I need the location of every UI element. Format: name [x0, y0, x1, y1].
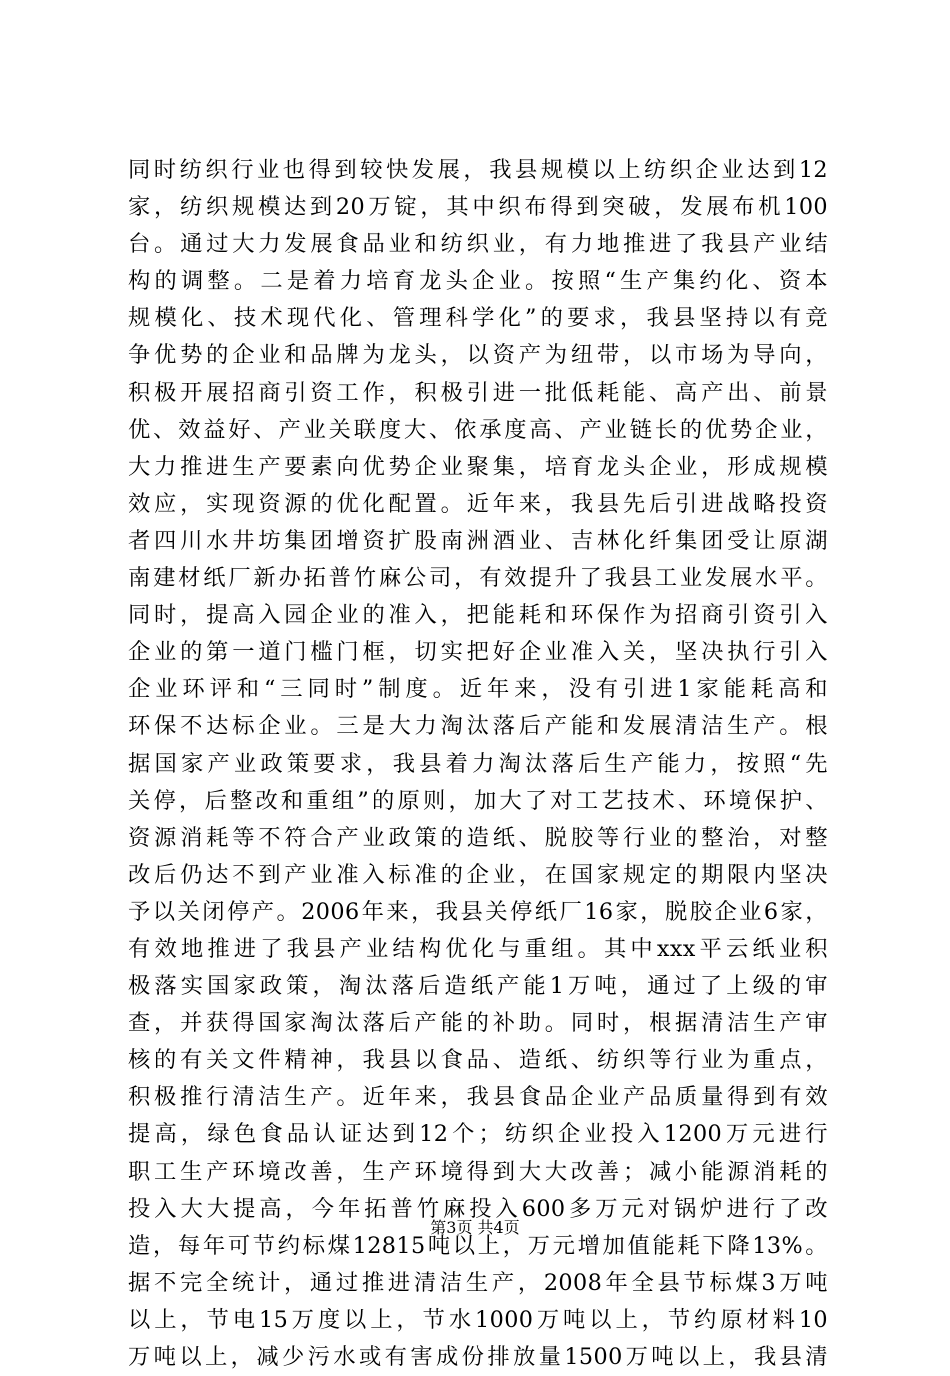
text-line: 家，纺织规模达到20万锭，其中织布得到突破，发展布机100	[128, 194, 828, 221]
text-line: 万吨以上，减少污水或有害成份排放量1500万吨以上，我县清	[128, 1344, 828, 1370]
text-line: 投入大大提高，今年拓普竹麻投入600多万元对锅炉进行了改	[128, 1195, 828, 1222]
text-line: 核的有关文件精神，我县以食品、造纸、纺织等行业为重点，	[128, 1047, 828, 1074]
text-line: 积极开展招商引资工作，积极引进一批低耗能、高产出、前景	[128, 379, 828, 406]
text-line: 效应，实现资源的优化配置。近年来，我县先后引进战略投资	[128, 490, 828, 517]
text-line: 南建材纸厂新办拓普竹麻公司，有效提升了我县工业发展水平。	[128, 565, 828, 592]
text-line: 予以关闭停产。2006年来，我县关停纸厂16家，脱胶企业6家，	[128, 898, 828, 925]
text-line: 构的调整。二是着力培育龙头企业。按照“生产集约化、资本	[128, 268, 828, 295]
text-line: 规模化、技术现代化、管理科学化”的要求，我县坚持以有竞	[128, 305, 828, 332]
text-line: 提高，绿色食品认证达到12个；纺织企业投入1200万元进行	[128, 1121, 828, 1148]
body-text	[128, 152, 828, 1376]
text-line: 争优势的企业和品牌为龙头，以资产为纽带，以市场为导向，	[128, 342, 828, 369]
text-line: 企业环评和“三同时”制度。近年来，没有引进1家能耗高和	[128, 676, 828, 703]
text-line: 台。通过大力发展食品业和纺织业，有力地推进了我县产业结	[128, 231, 828, 258]
text-line: 极落实国家政策，淘汰落后造纸产能1万吨，通过了上级的审	[128, 973, 828, 1000]
page-footer: 第3页 共4页	[430, 1218, 520, 1237]
text-line: 环保不达标企业。三是大力淘汰落后产能和发展清洁生产。根	[128, 713, 828, 740]
text-line: 大力推进生产要素向优势企业聚集，培育龙头企业，形成规模	[128, 453, 828, 480]
text-line: 据国家产业政策要求，我县着力淘汰落后生产能力，按照“先	[128, 750, 828, 777]
text-line: 关停，后整改和重组”的原则，加大了对工艺技术、环境保护、	[128, 787, 828, 814]
text-line: 造，每年可节约标煤12815吨以上，万元增加值能耗下降13%。	[128, 1232, 828, 1259]
text-line: 资源消耗等不符合产业政策的造纸、脱胶等行业的整治，对整	[128, 824, 828, 851]
text-line: 查，并获得国家淘汰落后产能的补助。同时，根据清洁生产审	[128, 1010, 828, 1037]
text-line: 同时纺织行业也得到较快发展，我县规模以上纺织企业达到12	[128, 157, 828, 183]
text-line: 优、效益好、产业关联度大、依承度高、产业链长的优势企业，	[128, 416, 828, 443]
text-line: 以上，节电15万度以上，节水1000万吨以上，节约原材料10	[128, 1306, 828, 1333]
text-line: 者四川水井坊集团增资扩股南洲酒业、吉林化纤集团受让原湖	[128, 527, 828, 554]
text-line: 企业的第一道门槛门框，切实把好企业准入关，坚决执行引入	[128, 639, 828, 666]
text-line: 职工生产环境改善，生产环境得到大大改善；减小能源消耗的	[128, 1158, 828, 1185]
text-line: 积极推行清洁生产。近年来，我县食品企业产品质量得到有效	[128, 1084, 828, 1111]
text-line: 同时，提高入园企业的准入，把能耗和环保作为招商引资引入	[128, 602, 828, 629]
text-line: 改后仍达不到产业准入标准的企业，在国家规定的期限内坚决	[128, 861, 828, 888]
text-line: 据不完全统计，通过推进清洁生产，2008年全县节标煤3万吨	[128, 1269, 828, 1296]
text-line: 有效地推进了我县产业结构优化与重组。其中xxx平云纸业积	[128, 935, 828, 962]
